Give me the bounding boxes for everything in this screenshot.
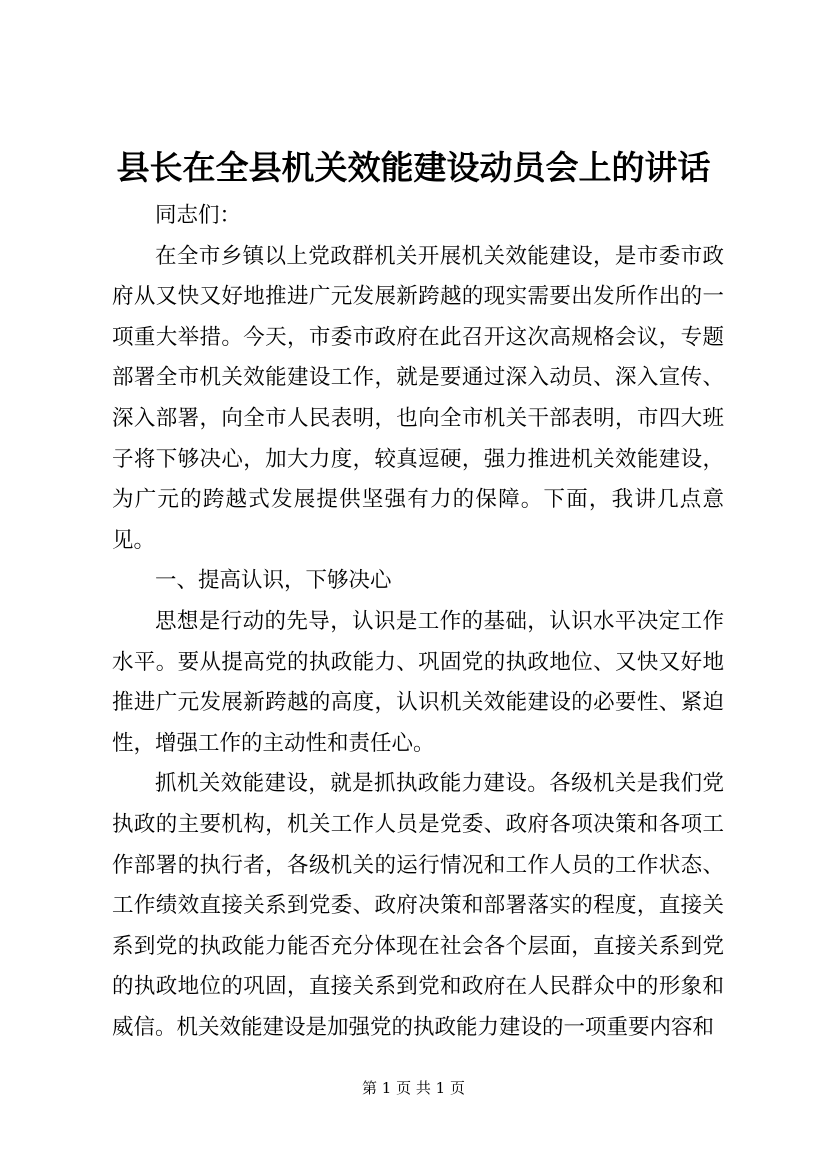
body-paragraph: 思想是行动的先导，认识是工作的基础，认识水平决定工作水平。要从提高党的执政能力、巩固党的执政地位、又快又好地推进广元发展新跨越的高度，认识机关效能建设的必要性、紧迫性，增强工作的主动性和责任心。 bbox=[112, 608, 724, 756]
section-heading: 一、提高认识，下够决心 bbox=[155, 568, 392, 594]
body-paragraph: 在全市乡镇以上党政群机关开展机关效能建设，是市委市政府从又快又好地推进广元发展新跨越的现实需要出发所作出的一项重大举措。今天，市委市政府在此召开这次高规格会议，专题部署全市机关效能建设工作，就是要通过深入动员、深入宣传、深入部署，向全市人民表明，也向全市机关干部表明，市四大班子将下够决心，加大力度，较真逗硬，强力推进机关效能建设，为广元的跨越式发展提供坚强有力的保障。下面，我讲几点意见。 bbox=[112, 243, 724, 553]
document-title: 县长在全县机关效能建设动员会上的讲话 bbox=[116, 148, 711, 187]
body-paragraph: 抓机关效能建设，就是抓执政能力建设。各级机关是我们党执政的主要机构，机关工作人员是党委、政府各项决策和各项工作部署的执行者，各级机关的运行情况和工作人员的工作状态、工作绩效直接关系到党委、政府决策和部署落实的程度，直接关系到党的执政能力能否充分体现在社会各个层面，直接关系到党的执政地位的巩固，直接关系到党和政府在人民群众中的形象和威信。机关效能建设是加强党的执政能力建设的一项重要内容和 bbox=[112, 771, 724, 1040]
salutation-paragraph: 同志们： bbox=[155, 203, 242, 228]
document-body bbox=[112, 196, 724, 1048]
page-footer: 第 1 页 共 1 页 bbox=[362, 1079, 465, 1097]
